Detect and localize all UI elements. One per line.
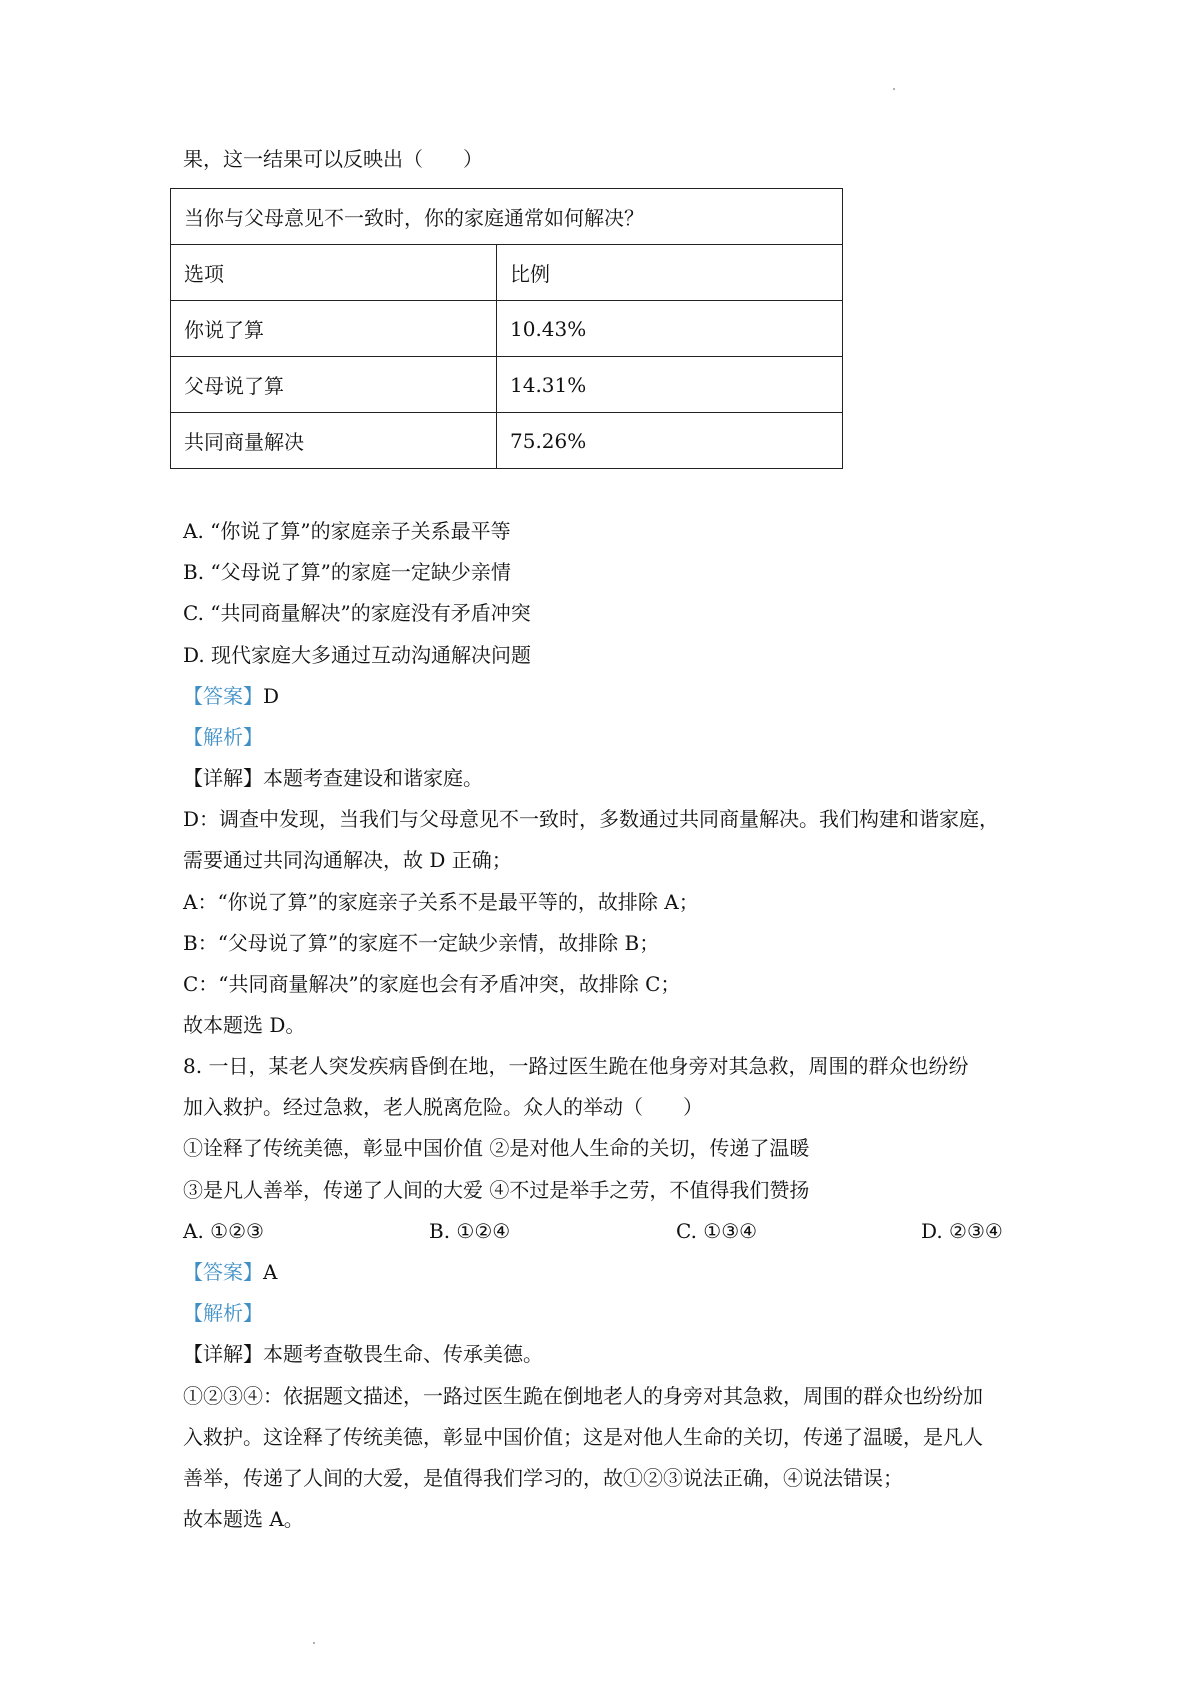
table-question: 当你与父母意见不一致时，你的家庭通常如何解决？ [171, 189, 843, 245]
q7-option-a: A. “你说了算”的家庭亲子关系最平等 [183, 519, 511, 543]
q7-analysis-label: 【解析】 [183, 725, 263, 749]
q8-answer [183, 1259, 277, 1285]
q8-explanation-line: 入救护。这诠释了传统美德，彰显中国价值；这是对他人生命的关切，传递了温暖，是凡人 [183, 1425, 983, 1449]
table-cell: 你说了算 [171, 301, 497, 357]
q7-option-c: C. “共同商量解决”的家庭没有矛盾冲突 [183, 601, 531, 625]
q8-option-d: D. ②③④ [921, 1219, 1003, 1243]
q7-option-d: D. 现代家庭大多通过互动沟通解决问题 [183, 643, 532, 667]
table-cell: 父母说了算 [171, 357, 497, 413]
q8-stem-line: ①诠释了传统美德，彰显中国价值 ②是对他人生命的关切，传递了温暖 [183, 1136, 810, 1160]
q7-answer [183, 683, 279, 709]
table-cell: 10.43% [497, 301, 843, 357]
table-row [171, 245, 843, 301]
answer-label: 【答案】 [183, 1260, 263, 1284]
question-intro-line: 果，这一结果可以反映出（ ） [183, 147, 483, 171]
q8-option-b: B. ①②④ [429, 1219, 511, 1243]
table-row [171, 301, 843, 357]
survey-table [170, 188, 843, 469]
table-cell: 75.26% [497, 413, 843, 469]
answer-label: 【答案】 [183, 684, 263, 708]
answer-value: D [263, 684, 280, 708]
scan-dot [313, 1642, 315, 1644]
q8-option-a: A. ①②③ [183, 1219, 264, 1243]
q8-option-c: C. ①③④ [676, 1219, 758, 1243]
table-row [171, 413, 843, 469]
q8-explanation-line: ①②③④：依据题文描述，一路过医生跪在倒地老人的身旁对其急救，周围的群众也纷纷加 [183, 1384, 983, 1408]
q7-detail: 【详解】本题考查建设和谐家庭。 [183, 766, 483, 790]
q8-analysis-label: 【解析】 [183, 1301, 263, 1325]
q7-explanation-line: C：“共同商量解决”的家庭也会有矛盾冲突，故排除 C； [183, 972, 681, 996]
q8-explanation-line: 善举，传递了人间的大爱，是值得我们学习的，故①②③说法正确，④说法错误； [183, 1466, 903, 1490]
q8-stem-line: ③是凡人善举，传递了人间的大爱 ④不过是举手之劳，不值得我们赞扬 [183, 1178, 810, 1202]
q8-explanation-line: 故本题选 A。 [183, 1507, 304, 1531]
table-cell: 14.31% [497, 357, 843, 413]
table-row [171, 189, 843, 245]
table-row [171, 357, 843, 413]
q7-explanation-line: B：“父母说了算”的家庭不一定缺少亲情，故排除 B； [183, 931, 660, 955]
q8-stem-line: 8. 一日，某老人突发疾病昏倒在地，一路过医生跪在他身旁对其急救，周围的群众也纷纷 [183, 1054, 969, 1078]
q8-stem-line: 加入救护。经过急救，老人脱离危险。众人的举动（ ） [183, 1095, 703, 1119]
q7-explanation-line: A：“你说了算”的家庭亲子关系不是最平等的，故排除 A； [183, 890, 699, 914]
q7-option-b: B. “父母说了算”的家庭一定缺少亲情 [183, 560, 511, 584]
q7-explanation-line: 故本题选 D。 [183, 1013, 306, 1037]
table-cell: 共同商量解决 [171, 413, 497, 469]
table-header-option: 选项 [171, 245, 497, 301]
q7-explanation-line: D：调查中发现，当我们与父母意见不一致时，多数通过共同商量解决。我们构建和谐家庭， [183, 807, 1000, 831]
answer-value: A [263, 1260, 278, 1284]
table-header-ratio: 比例 [497, 245, 843, 301]
q7-explanation-line: 需要通过共同沟通解决，故 D 正确； [183, 848, 512, 872]
q8-detail: 【详解】本题考查敬畏生命、传承美德。 [183, 1342, 543, 1366]
scan-dot [893, 88, 895, 90]
